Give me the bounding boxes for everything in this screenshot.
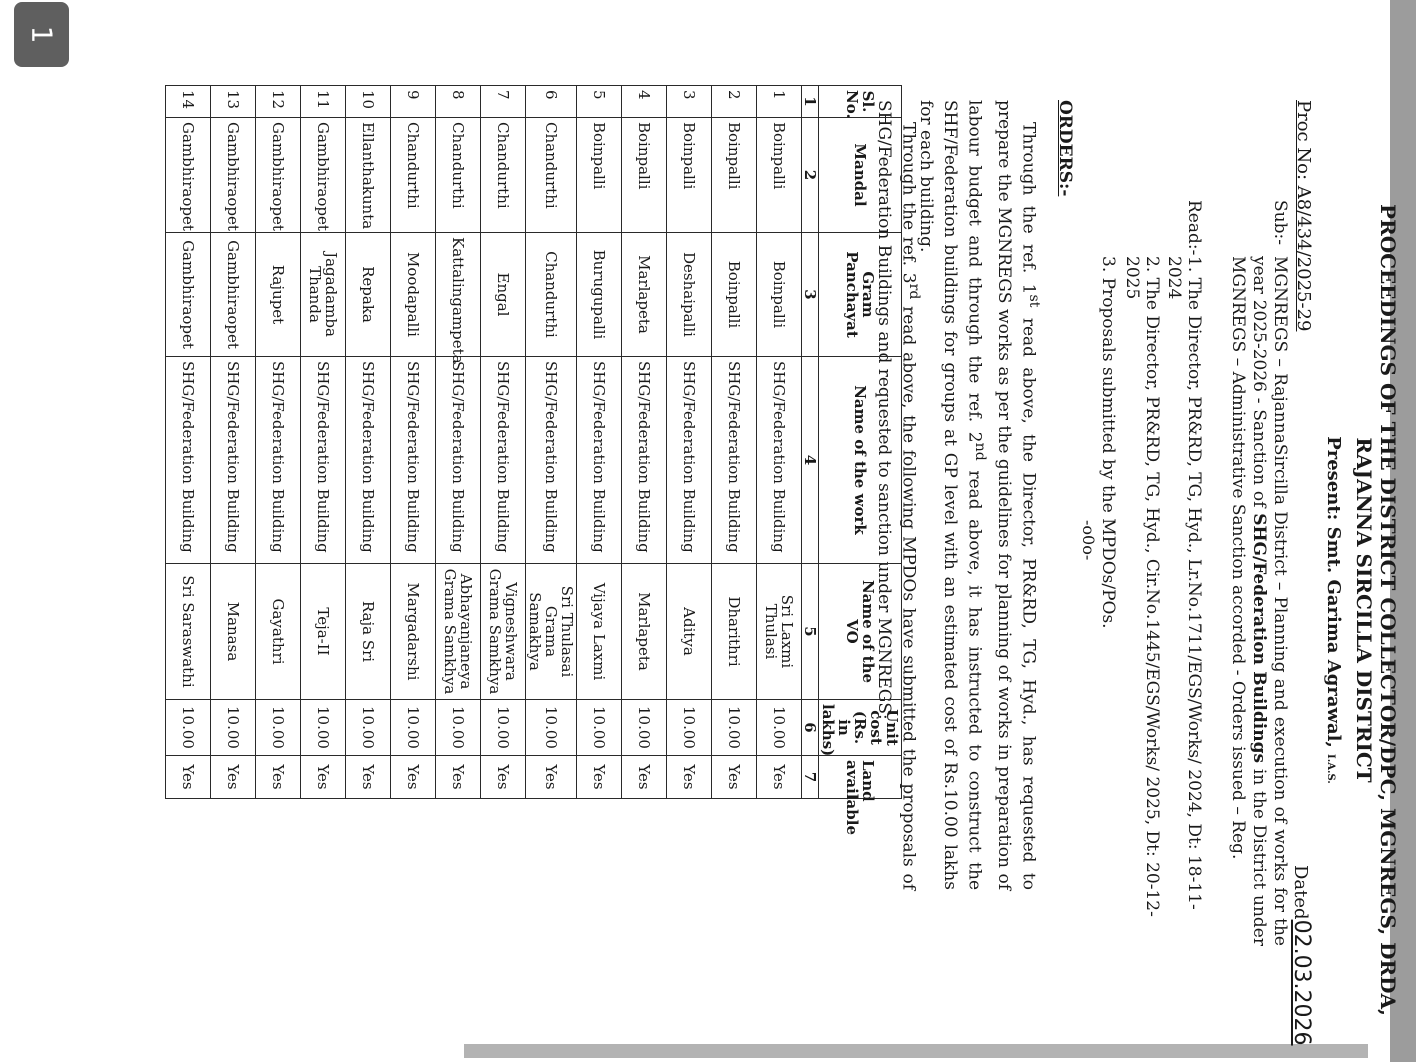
cell-mandal: Gambhiraopet (301, 118, 346, 233)
cell-name-of-work: SHG/Federation Building (622, 357, 667, 564)
cell-gram-panchayat: Boinpalli (712, 233, 757, 357)
table-header-row (819, 86, 902, 799)
district-title: RAJANNA SIRCILLA DISTRICT (1352, 437, 1376, 783)
page-number-button[interactable] (14, 2, 69, 67)
column-number: 7 (802, 756, 819, 799)
cell-mandal: Chandurthi (436, 118, 481, 233)
present-text: Present: Smt. Garima Agrawal, (1323, 436, 1344, 748)
cell-name-of-work: SHG/Federation Building (481, 357, 526, 564)
table-row (391, 86, 436, 799)
cell-name-of-vo: Abhayanjaneya Grama Samkhya (436, 564, 481, 700)
page-number-label: 1 (24, 25, 58, 44)
cell-name-of-work: SHG/Federation Building (211, 357, 256, 564)
cell-unit-cost: 10.00 (301, 700, 346, 756)
cell-unit-cost: 10.00 (622, 700, 667, 756)
cell-name-of-work: SHG/Federation Building (391, 357, 436, 564)
cell-name-of-vo: Sri Laxmi Thulasi (757, 564, 802, 700)
cell-land-available: Yes (622, 756, 667, 799)
cell-sl-no: 3 (667, 86, 712, 118)
cell-mandal: Boinpalli (622, 118, 667, 233)
present-line (1319, 200, 1344, 1020)
cell-mandal: Boinpalli (577, 118, 622, 233)
cell-land-available: Yes (577, 756, 622, 799)
cell-sl-no: 13 (211, 86, 256, 118)
cell-mandal: Gambhiraopet (256, 118, 301, 233)
table-row (622, 86, 667, 799)
cell-land-available: Yes (757, 756, 802, 799)
p1-sup2: nd (971, 442, 988, 461)
dated-label: Dated (1290, 865, 1311, 920)
reference-2: 2. The Director, PR&RD, TG, Hyd., Cir.No.1445/EGS/Works/ 2025, Dt: 20-12-2025 (1122, 256, 1162, 917)
cell-name-of-vo: Manasa (211, 564, 256, 700)
cell-gram-panchayat: Moodapalli (391, 233, 436, 357)
cell-gram-panchayat: Boinpalli (757, 233, 802, 357)
cell-name-of-work: SHG/Federation Building (757, 357, 802, 564)
cell-gram-panchayat: Kattalingampeta (436, 233, 481, 357)
cell-sl-no: 5 (577, 86, 622, 118)
cell-gram-panchayat: Gambhiraopet (166, 233, 211, 357)
cell-name-of-vo: Sri Thulasai Grama Samakhya (526, 564, 577, 700)
table-row (712, 86, 757, 799)
column-number: 1 (802, 86, 819, 118)
cell-land-available: Yes (481, 756, 526, 799)
cell-name-of-vo: Vigneshwara Grama Samkhya (481, 564, 526, 700)
cell-mandal: Boinpalli (712, 118, 757, 233)
reference-1: 1. The Director, PR&RD, TG, Hyd., Lr.No.1711/EGS/Works/ 2024, Dt: 18-11-2024 (1164, 256, 1204, 910)
cell-mandal: Chandurthi (391, 118, 436, 233)
header-name-of-vo: Name of the VO (819, 564, 902, 700)
cell-gram-panchayat: Deshaipalli (667, 233, 712, 357)
cell-land-available: Yes (211, 756, 256, 799)
column-number: 6 (802, 700, 819, 756)
cell-name-of-work: SHG/Federation Building (577, 357, 622, 564)
cell-mandal: Boinpalli (667, 118, 712, 233)
header-sl-no: Sl. No. (819, 86, 902, 118)
cell-sl-no: 7 (481, 86, 526, 118)
cell-unit-cost: 10.00 (757, 700, 802, 756)
header-land-available: Land available (819, 756, 902, 799)
cell-sl-no: 1 (757, 86, 802, 118)
cell-mandal: Gambhiraopet (211, 118, 256, 233)
cell-gram-panchayat: Gambhiraopet (211, 233, 256, 357)
cell-name-of-vo: Sri Saraswathi (166, 564, 211, 700)
cell-name-of-work: SHG/Federation Building (301, 357, 346, 564)
subject-part-a: MGNREGS – RajannaSircilla District – Planning and execution of works for the year 2025-2026 - Sanction of (1249, 256, 1290, 946)
subject-bold: SHG/Federation Buildings (1249, 513, 1269, 764)
table-row (256, 86, 301, 799)
table-row (577, 86, 622, 799)
dated-value: 02.03.2026 (1289, 919, 1314, 1046)
table-row (757, 86, 802, 799)
cell-gram-panchayat: Burugupalli (577, 233, 622, 357)
table-row (346, 86, 391, 799)
cell-name-of-vo: Raja Sri (346, 564, 391, 700)
p2-sup: rd (906, 283, 922, 300)
cell-land-available: Yes (346, 756, 391, 799)
sanction-table (165, 85, 902, 835)
cell-name-of-vo: Vijaya Laxmi (577, 564, 622, 700)
cell-unit-cost: 10.00 (667, 700, 712, 756)
cell-unit-cost: 10.00 (712, 700, 757, 756)
table-row (211, 86, 256, 799)
cell-name-of-vo: Dharithri (712, 564, 757, 700)
cell-gram-panchayat: Marlapeta (622, 233, 667, 357)
cell-mandal: Gambhiraopet (166, 118, 211, 233)
subject-text (1227, 256, 1290, 946)
cell-name-of-vo: Gayathri (256, 564, 301, 700)
proceedings-title: PROCEEDINGS OF THE DISTRICT COLLECTOR/DPC, MGNREGS, DRDA, (1376, 204, 1400, 1016)
p1-sup: st (1026, 294, 1042, 308)
cell-gram-panchayat: Chandurthi (526, 233, 577, 357)
cell-sl-no: 11 (301, 86, 346, 118)
table-row (481, 86, 526, 799)
cell-name-of-vo: Aditya (667, 564, 712, 700)
cell-unit-cost: 10.00 (211, 700, 256, 756)
cell-unit-cost: 10.00 (577, 700, 622, 756)
cell-unit-cost: 10.00 (481, 700, 526, 756)
read-label: Read:- (1184, 200, 1204, 256)
cell-gram-panchayat: Engal (481, 233, 526, 357)
cell-land-available: Yes (712, 756, 757, 799)
header-name-of-work: Name of the work (819, 357, 902, 564)
cell-unit-cost: 10.00 (256, 700, 301, 756)
p1-part-c: read above, it has instructed to construct the SHF/Federation buildings for groups at GP level with an estimated cost of Rs.10.00 lakhs for each building. (915, 100, 985, 891)
cell-mandal: Chandurthi (481, 118, 526, 233)
orders-paragraph-1 (914, 100, 1046, 890)
cell-name-of-work: SHG/Federation Building (667, 357, 712, 564)
subject-part-b: in the District under MGNREGS – Administrative Sanction accorded - Orders issued – Reg. (1228, 256, 1269, 946)
header-mandal: Mandal (819, 118, 902, 233)
cell-unit-cost: 10.00 (436, 700, 481, 756)
separator: -o0o- (1079, 520, 1098, 561)
cell-sl-no: 10 (346, 86, 391, 118)
orders-heading: ORDERS:- (1055, 100, 1075, 197)
p1-part-a: Through the ref. 1 (1018, 122, 1039, 295)
reference-3: 3. Proposals submitted by the MPDOs/POs. (1098, 256, 1118, 629)
cell-land-available: Yes (667, 756, 712, 799)
table-row (526, 86, 577, 799)
cell-name-of-vo: Margadarshi (391, 564, 436, 700)
dated-line (1289, 865, 1314, 1046)
cell-name-of-vo: Marlapeta (622, 564, 667, 700)
subject-label: Sub:- (1270, 200, 1290, 245)
column-number: 3 (802, 233, 819, 357)
p1-part-b: read above, the Director, PR&RD, TG, Hyd., has requested to prepare the MGNREGS works as per the guidelines for planning of works in preparation of labour budget and through the ref. 2 (964, 100, 1039, 890)
cell-name-of-work: SHG/Federation Building (526, 357, 577, 564)
cell-sl-no: 4 (622, 86, 667, 118)
header-gram-panchayat: Gram Panchayat (819, 233, 902, 357)
cell-unit-cost: 10.00 (166, 700, 211, 756)
cell-land-available: Yes (391, 756, 436, 799)
cell-unit-cost: 10.00 (526, 700, 577, 756)
column-number: 4 (802, 357, 819, 564)
cell-unit-cost: 10.00 (346, 700, 391, 756)
cell-name-of-work: SHG/Federation Building (166, 357, 211, 564)
table-row (166, 86, 211, 799)
p2-part-a: Through the ref. 3 (898, 122, 919, 284)
cell-mandal: Chandurthi (526, 118, 577, 233)
cell-land-available: Yes (526, 756, 577, 799)
cell-name-of-vo: Teja-II (301, 564, 346, 700)
column-number-row (802, 86, 819, 799)
column-number: 5 (802, 564, 819, 700)
cell-unit-cost: 10.00 (391, 700, 436, 756)
cell-sl-no: 12 (256, 86, 301, 118)
present-suffix: I.A.S. (1325, 754, 1336, 784)
cell-name-of-work: SHG/Federation Building (436, 357, 481, 564)
cell-name-of-work: SHG/Federation Building (346, 357, 391, 564)
cell-mandal: Ellanthakunta (346, 118, 391, 233)
column-number: 2 (802, 118, 819, 233)
cell-gram-panchayat: Repaka (346, 233, 391, 357)
table-row (436, 86, 481, 799)
cell-sl-no: 6 (526, 86, 577, 118)
cell-land-available: Yes (166, 756, 211, 799)
cell-land-available: Yes (256, 756, 301, 799)
cell-name-of-work: SHG/Federation Building (712, 357, 757, 564)
proc-number: Proc No: A8/434/2025-29 (1293, 100, 1314, 332)
document-page (70, 0, 1400, 1062)
cell-sl-no: 14 (166, 86, 211, 118)
cell-gram-panchayat: Rajupet (256, 233, 301, 357)
cell-name-of-work: SHG/Federation Building (256, 357, 301, 564)
cell-sl-no: 8 (436, 86, 481, 118)
table-row (667, 86, 712, 799)
cell-land-available: Yes (301, 756, 346, 799)
header-unit-cost: Unit cost (Rs. in lakhs) (819, 700, 902, 756)
cell-gram-panchayat: Jagadamba Thanda (301, 233, 346, 357)
table-row (301, 86, 346, 799)
p2-part-b: read above, the following MPDOs have submitted the proposals of SHG/Federation Buildings and requested to sanction under MGNREGS: (874, 100, 919, 891)
cell-sl-no: 9 (391, 86, 436, 118)
cell-sl-no: 2 (712, 86, 757, 118)
cell-mandal: Boinpalli (757, 118, 802, 233)
cell-land-available: Yes (436, 756, 481, 799)
